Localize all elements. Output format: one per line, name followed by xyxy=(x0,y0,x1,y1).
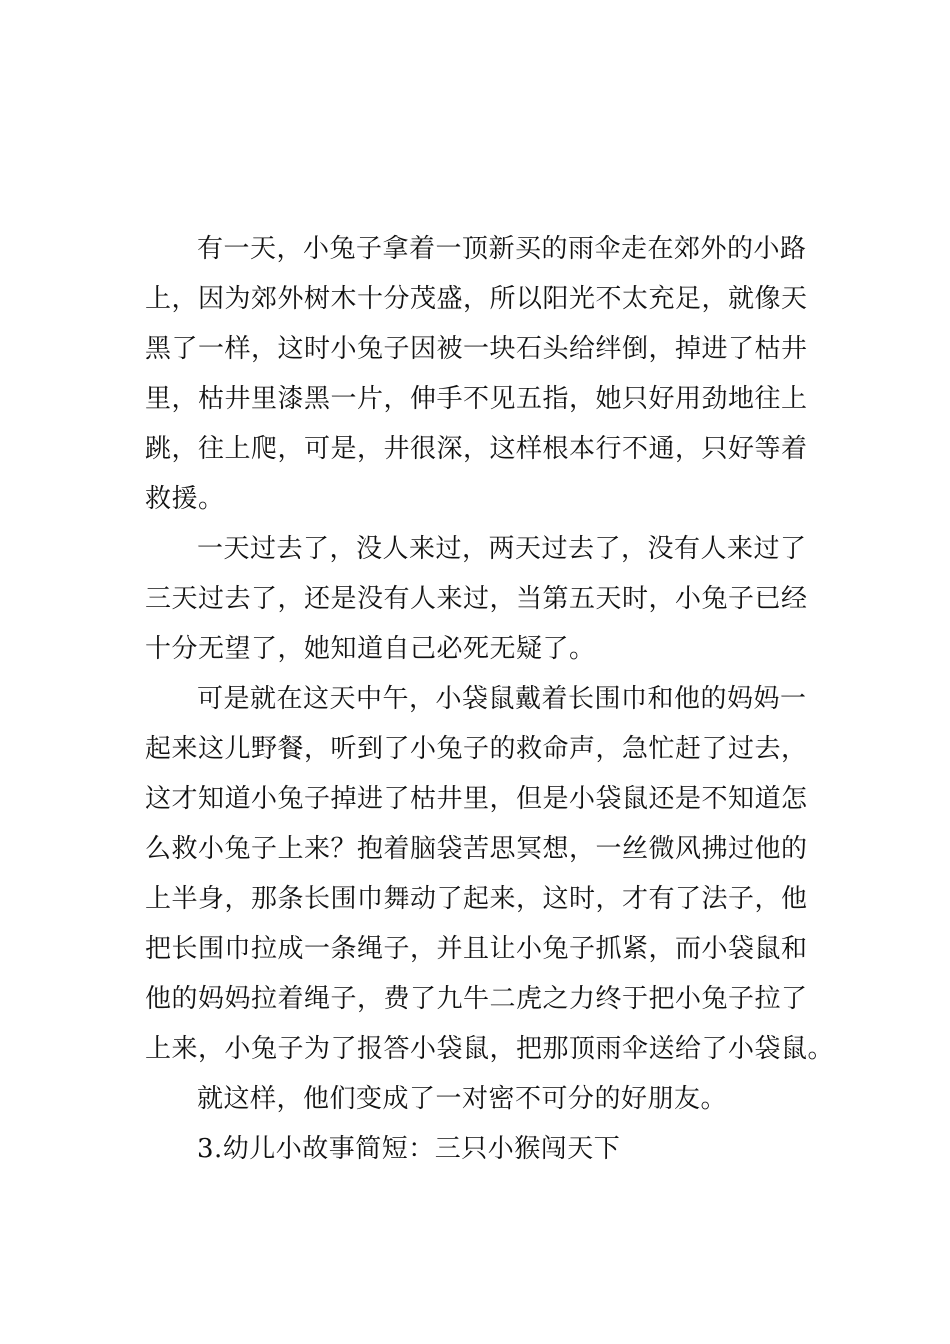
text-line: 里，枯井里漆黑一片，伸手不见五指，她只好用劲地往上 xyxy=(145,384,808,414)
text-line: 有一天，小兔子拿着一顶新买的雨伞走在郊外的小路 xyxy=(197,234,807,264)
text-line: 救援。 xyxy=(145,484,225,514)
paragraph-kangaroo-rescue xyxy=(145,674,835,1074)
text-line: 上半身，那条长围巾舞动了起来，这时，才有了法子，他 xyxy=(145,884,808,914)
text-line: 这才知道小兔子掉进了枯井里，但是小袋鼠还是不知道怎 xyxy=(145,784,808,814)
text-line: 三天过去了，还是没有人来过，当第五天时，小兔子已经 xyxy=(145,584,808,614)
heading-line: 3.幼儿小故事简短：三只小猴闯天下 xyxy=(197,1134,621,1164)
text-line: 跳，往上爬，可是，井很深，这样根本行不通，只好等着 xyxy=(145,434,808,464)
text-line: 可是就在这天中午，小袋鼠戴着长围巾和他的妈妈一 xyxy=(197,684,807,714)
text-line: 起来这儿野餐，听到了小兔子的救命声，急忙赶了过去， xyxy=(145,734,808,764)
paragraph-days-pass xyxy=(145,524,810,674)
text-line: 上，因为郊外树木十分茂盛，所以阳光不太充足，就像天 xyxy=(145,284,808,314)
paragraph-rabbit-falls xyxy=(145,224,810,524)
paragraph-friends xyxy=(145,1074,810,1124)
text-line: 就这样，他们变成了一对密不可分的好朋友。 xyxy=(197,1084,728,1114)
text-line: 他的妈妈拉着绳子，费了九牛二虎之力终于把小兔子拉了 xyxy=(145,984,808,1014)
text-line: 十分无望了，她知道自己必死无疑了。 xyxy=(145,634,596,664)
text-line: 黑了一样，这时小兔子因被一块石头给绊倒，掉进了枯井 xyxy=(145,334,808,364)
document-body xyxy=(145,224,835,1174)
section-heading xyxy=(145,1124,810,1174)
text-line: 么救小兔子上来？抱着脑袋苦思冥想，一丝微风拂过他的 xyxy=(145,834,808,864)
text-line: 一天过去了，没人来过，两天过去了，没有人来过了 xyxy=(197,534,807,564)
text-line: 把长围巾拉成一条绳子，并且让小兔子抓紧，而小袋鼠和 xyxy=(145,934,808,964)
text-line: 上来，小兔子为了报答小袋鼠，把那顶雨伞送给了小袋鼠。 xyxy=(145,1034,835,1064)
